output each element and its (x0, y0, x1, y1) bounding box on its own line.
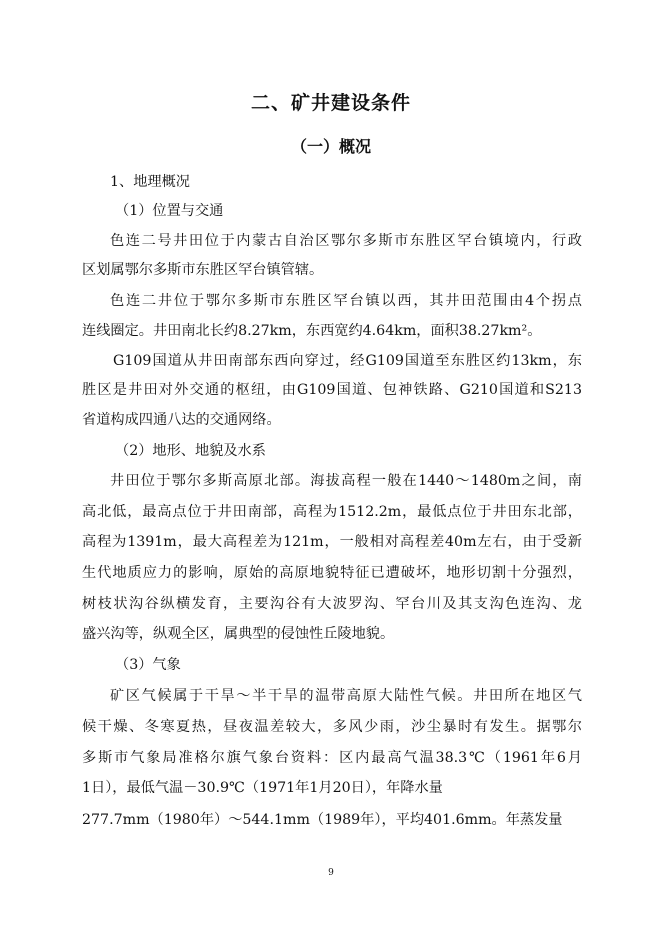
paragraph-line: 1日），最低气温－30.9℃（1971年1月20日），年降水量 (82, 780, 443, 796)
paragraph-line: 多斯市气象局准格尔旗气象台资料：区内最高气温38.3℃（1961年6月 (82, 750, 582, 766)
paragraph-line: G109国道从井田南部东西向穿过，经G109国道至东胜区约13km，东 (113, 353, 582, 369)
paragraph-line: 色连二井位于鄂尔多斯市东胜区罕台镇以西，其井田范围由4个拐点 (110, 293, 582, 309)
page-number: 9 (328, 868, 334, 878)
subheading-geography: 1、地理概况 (110, 174, 190, 190)
paragraph-line: 候干燥、冬寒夏热，昼夜温差较大，多风少雨，沙尘暴时有发生。据鄂尔 (82, 719, 582, 735)
paragraph-line: 高北低，最高点位于井田南部，高程为1512.2m，最低点位于井田东北部， (82, 504, 582, 520)
paragraph-line: 高程为1391m，最大高程差为121m，一般相对高程差40m左右，由于受新 (82, 534, 582, 550)
paragraph-line: 区划属鄂尔多斯市东胜区罕台镇管辖。 (82, 262, 324, 278)
paragraph-line: 生代地质应力的影响，原始的高原地貌特征已遭破坏，地形切割十分强烈， (82, 565, 582, 581)
paragraph-line: 连线圈定。井田南北长约8.27km，东西宽约4.64km，面积38.27km²。 (82, 323, 542, 339)
paragraph-line: 胜区是井田对外交通的枢纽，由G109国道、包神铁路、G210国道和S213 (82, 382, 582, 398)
subheading-location-transport: （1）位置与交通 (115, 203, 224, 219)
paragraph-line: 井田位于鄂尔多斯高原北部。海拔高程一般在1440～1480m之间，南 (110, 473, 582, 489)
paragraph-line: 树枝状沟谷纵横发育，主要沟谷有大波罗沟、罕台川及其支沟色连沟、龙 (82, 596, 582, 612)
paragraph-line: 矿区气候属于干旱～半干旱的温带高原大陆性气候。井田所在地区气 (110, 688, 582, 704)
paragraph-line: 色连二号井田位于内蒙古自治区鄂尔多斯市东胜区罕台镇境内，行政 (110, 233, 582, 249)
subheading-climate: （3）气象 (115, 657, 181, 673)
paragraph-line: 277.7mm（1980年）～544.1mm（1989年），平均401.6mm。年蒸发量 (82, 812, 563, 828)
subheading-terrain: （2）地形、地貌及水系 (115, 443, 266, 459)
chapter-title: 二、矿井建设条件 (250, 92, 411, 114)
paragraph-line: 省道构成四通八达的交通网络。 (82, 412, 281, 428)
section-title: （一）概况 (290, 137, 371, 156)
paragraph-line: 盛兴沟等，纵观全区，属典型的侵蚀性丘陵地貌。 (82, 626, 395, 642)
